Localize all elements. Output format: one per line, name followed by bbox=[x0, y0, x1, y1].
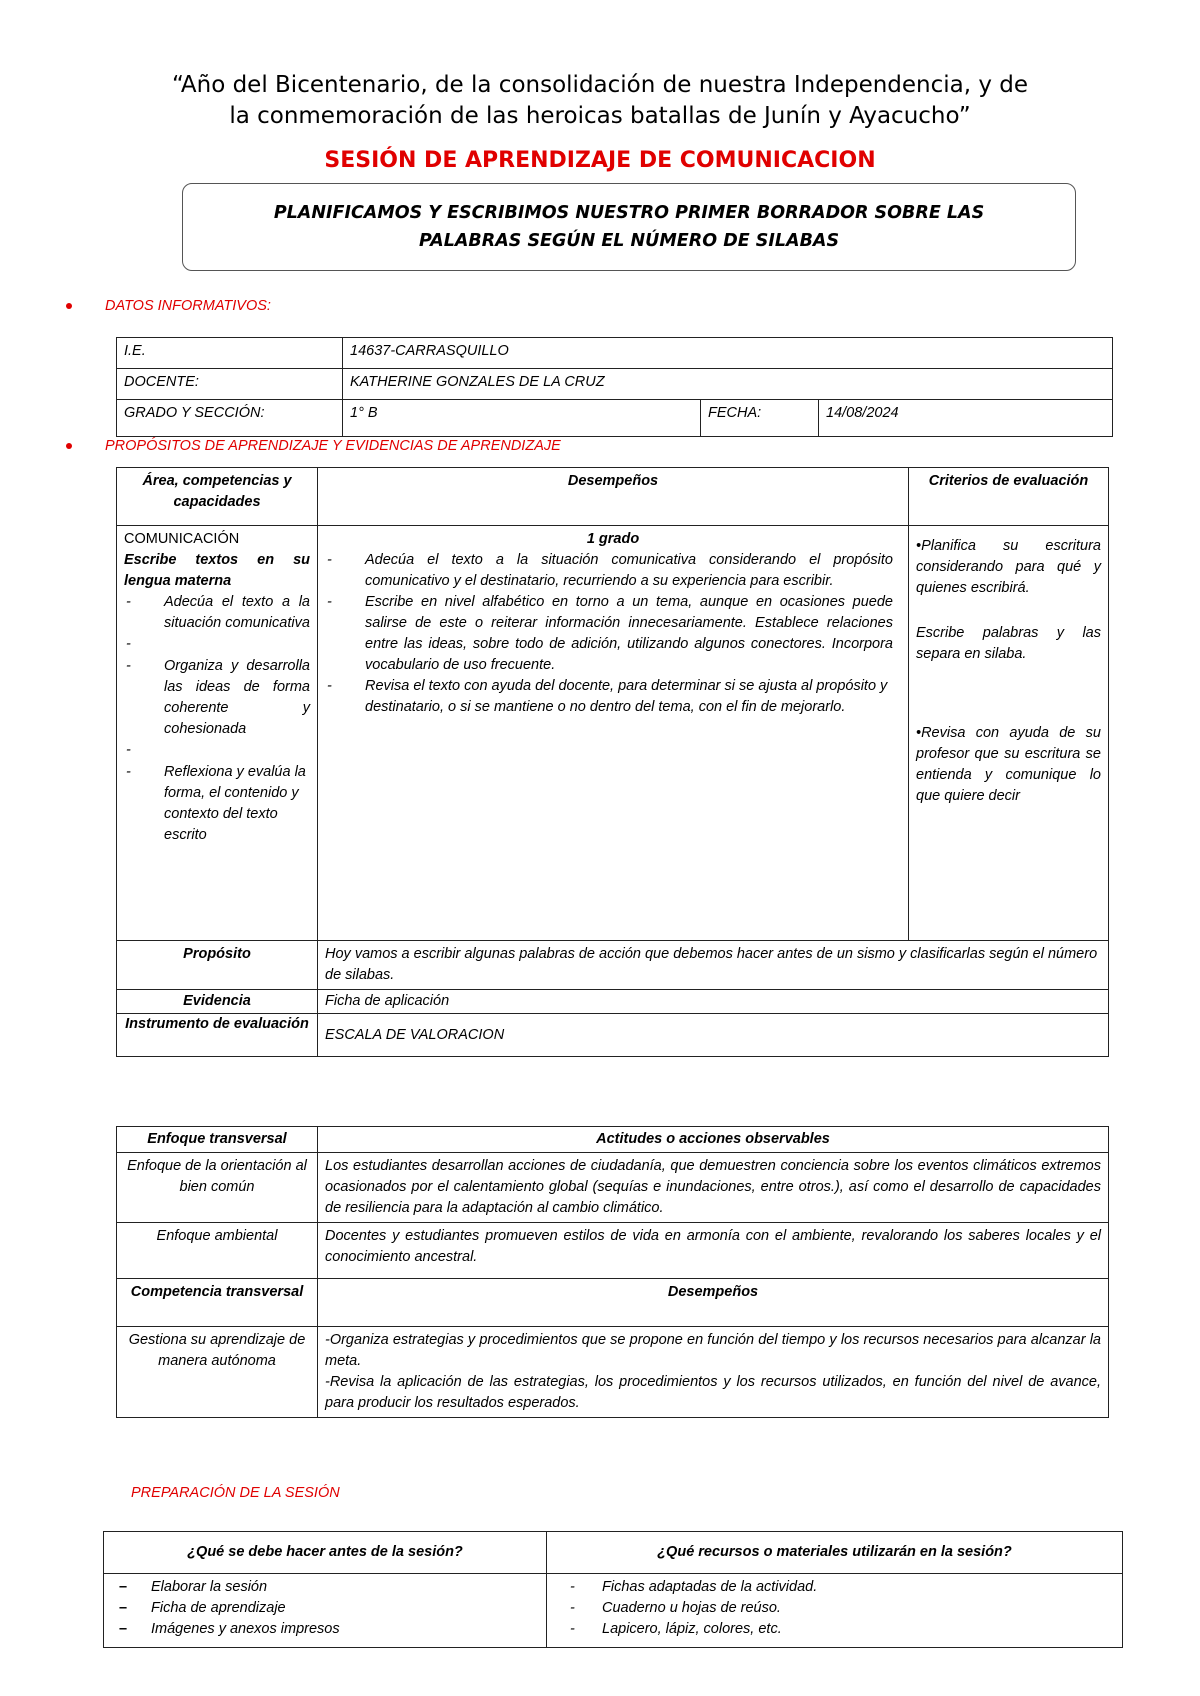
recursos-header: ¿Qué recursos o materiales utilizarán en la sesión? bbox=[547, 1532, 1123, 1574]
session-title-line-1: PLANIFICAMOS Y ESCRIBIMOS NUESTRO PRIMER BORRADOR SOBRE LAS bbox=[273, 203, 985, 223]
evidencia-label: Evidencia bbox=[117, 990, 318, 1014]
list-item: – Ficha de aprendizaje bbox=[111, 1598, 539, 1619]
grado-label: GRADO Y SECCIÓN: bbox=[117, 400, 343, 437]
list-item: - Adecúa el texto a la situación comunicativa bbox=[124, 592, 310, 634]
enfoque-text: Los estudiantes desarrollan acciones de ciudadanía, que demuestren conciencia sobre los eventos climáticos extremos ocasionados por el calentamiento global (sequías e inundaciones, entre otros.), así como el desarrollo de capacidades de resiliencia para la adaptación al cambio climático. bbox=[318, 1153, 1109, 1223]
competencia-transversal-header: Competencia transversal bbox=[117, 1279, 318, 1327]
grado-value: 1° B bbox=[343, 400, 701, 437]
header-line-1: “Año del Bicentenario, de la consolidación de nuestra Independencia, y de bbox=[171, 72, 1029, 98]
proposito-label: Propósito bbox=[117, 941, 318, 990]
desempenos-cell bbox=[318, 526, 909, 941]
proposito-value: Hoy vamos a escribir algunas palabras de acción que debemos hacer antes de un sismo y clasificarlas según el número de silabas. bbox=[318, 941, 1109, 990]
docente-value: KATHERINE GONZALES DE LA CRUZ bbox=[343, 369, 1113, 400]
enfoque-name: Enfoque ambiental bbox=[117, 1223, 318, 1279]
list-item: - Organiza y desarrolla las ideas de forma coherente y cohesionada bbox=[124, 656, 310, 740]
datos-table bbox=[116, 337, 1113, 437]
preparacion-heading: PREPARACIÓN DE LA SESIÓN bbox=[131, 1485, 340, 1501]
antes-list bbox=[111, 1577, 539, 1640]
docente-label: DOCENTE: bbox=[117, 369, 343, 400]
criterio-2: Escribe palabras y las separa en silaba. bbox=[916, 625, 1101, 662]
comp-desempeno-2: -Revisa la aplicación de las estrategias, los procedimientos y los recursos utilizados, en función del nivel de avance, para producir los resultados esperados. bbox=[325, 1374, 1101, 1411]
fecha-label: FECHA: bbox=[701, 400, 819, 437]
instrumento-value: ESCALA DE VALORACION bbox=[318, 1014, 1109, 1057]
list-item: - Reflexiona y evalúa la forma, el contenido y contexto del texto escrito bbox=[124, 762, 310, 846]
bullet-icon bbox=[66, 303, 72, 309]
comp-desempenos-header: Desempeños bbox=[318, 1279, 1109, 1327]
enfoque-header: Enfoque transversal bbox=[117, 1127, 318, 1153]
desempenos-header: Desempeños bbox=[318, 468, 909, 526]
comp-desempeno-1: -Organiza estrategias y procedimientos que se propone en función del tiempo y los recursos necesarios para alcanzar la meta. bbox=[325, 1332, 1101, 1369]
recursos-cell bbox=[547, 1574, 1123, 1648]
list-item: - Escribe en nivel alfabético en torno a un tema, aunque en ocasiones puede salirse de este o reiterar información innecesariamente. Establece relaciones entre las ideas, sobre todo de adición, utilizando algunos conectores. Incorpora vocabulario de uso frecuente. bbox=[325, 592, 893, 676]
list-item: - Revisa el texto con ayuda del docente, para determinar si se ajusta al propósito y destinatario, o si se mantiene o no dentro del tema, con el fin de mejorarlo. bbox=[325, 676, 893, 718]
instrumento-label: Instrumento de evaluación bbox=[117, 1014, 318, 1057]
page-title: SESIÓN DE APRENDIZAJE DE COMUNICACION bbox=[324, 148, 876, 173]
grado-label: 1 grado bbox=[586, 531, 640, 547]
criterio-3: •Revisa con ayuda de su profesor que su escritura se entienda y comunique lo que quiere decir bbox=[916, 725, 1101, 804]
list-item: - Adecúa el texto a la situación comunicativa considerando el propósito comunicativo y el destinatario, recurriendo a su experiencia para escribir. bbox=[325, 550, 893, 592]
fecha-value: 14/08/2024 bbox=[819, 400, 1113, 437]
ie-label: I.E. bbox=[117, 338, 343, 369]
session-title-box bbox=[182, 183, 1076, 271]
enfoques-table bbox=[116, 1126, 1109, 1418]
propositos-table bbox=[116, 467, 1109, 1057]
list-item: - Cuaderno u hojas de reúso. bbox=[554, 1598, 1115, 1619]
session-title-line-2: PALABRAS SEGÚN EL NÚMERO DE SILABAS bbox=[418, 231, 840, 251]
list-item: – Imágenes y anexos impresos bbox=[111, 1619, 539, 1640]
competencia-transversal-desempenos bbox=[318, 1327, 1109, 1418]
evidencia-value: Ficha de aplicación bbox=[318, 990, 1109, 1014]
list-item: - Fichas adaptadas de la actividad. bbox=[554, 1577, 1115, 1598]
competencia-transversal-name: Gestiona su aprendizaje de manera autónoma bbox=[117, 1327, 318, 1418]
header-line-2: la conmemoración de las heroicas batallas de Junín y Ayacucho” bbox=[229, 103, 971, 129]
desempenos-list bbox=[325, 550, 893, 718]
bullet-icon bbox=[66, 443, 72, 449]
preparacion-table bbox=[103, 1531, 1123, 1648]
spacer bbox=[124, 740, 310, 762]
antes-header: ¿Qué se debe hacer antes de la sesión? bbox=[104, 1532, 547, 1574]
antes-cell bbox=[104, 1574, 547, 1648]
spacer bbox=[124, 634, 310, 656]
area-name: COMUNICACIÓN bbox=[124, 531, 240, 547]
area-cell bbox=[117, 526, 318, 941]
enfoque-name: Enfoque de la orientación al bien común bbox=[117, 1153, 318, 1223]
propositos-heading: PROPÓSITOS DE APRENDIZAJE Y EVIDENCIAS DE APRENDIZAJE bbox=[66, 438, 561, 454]
datos-heading: DATOS INFORMATIVOS: bbox=[66, 298, 271, 314]
criterio-1: •Planifica su escritura considerando para qué y quienes escribirá. bbox=[916, 538, 1101, 596]
recursos-list bbox=[554, 1577, 1115, 1640]
area-header: Área, competencias y capacidades bbox=[117, 468, 318, 526]
ie-value: 14637-CARRASQUILLO bbox=[343, 338, 1113, 369]
enfoque-text: Docentes y estudiantes promueven estilos de vida en armonía con el ambiente, revalorando los saberes locales y el conocimiento ancestral. bbox=[318, 1223, 1109, 1279]
capacidades-list bbox=[124, 592, 310, 846]
list-item: - Lapicero, lápiz, colores, etc. bbox=[554, 1619, 1115, 1640]
criterios-header: Criterios de evaluación bbox=[909, 468, 1109, 526]
criterios-cell bbox=[909, 526, 1109, 941]
list-item: – Elaborar la sesión bbox=[111, 1577, 539, 1598]
competencia-name: Escribe textos en su lengua materna bbox=[124, 552, 310, 589]
actitudes-header: Actitudes o acciones observables bbox=[318, 1127, 1109, 1153]
